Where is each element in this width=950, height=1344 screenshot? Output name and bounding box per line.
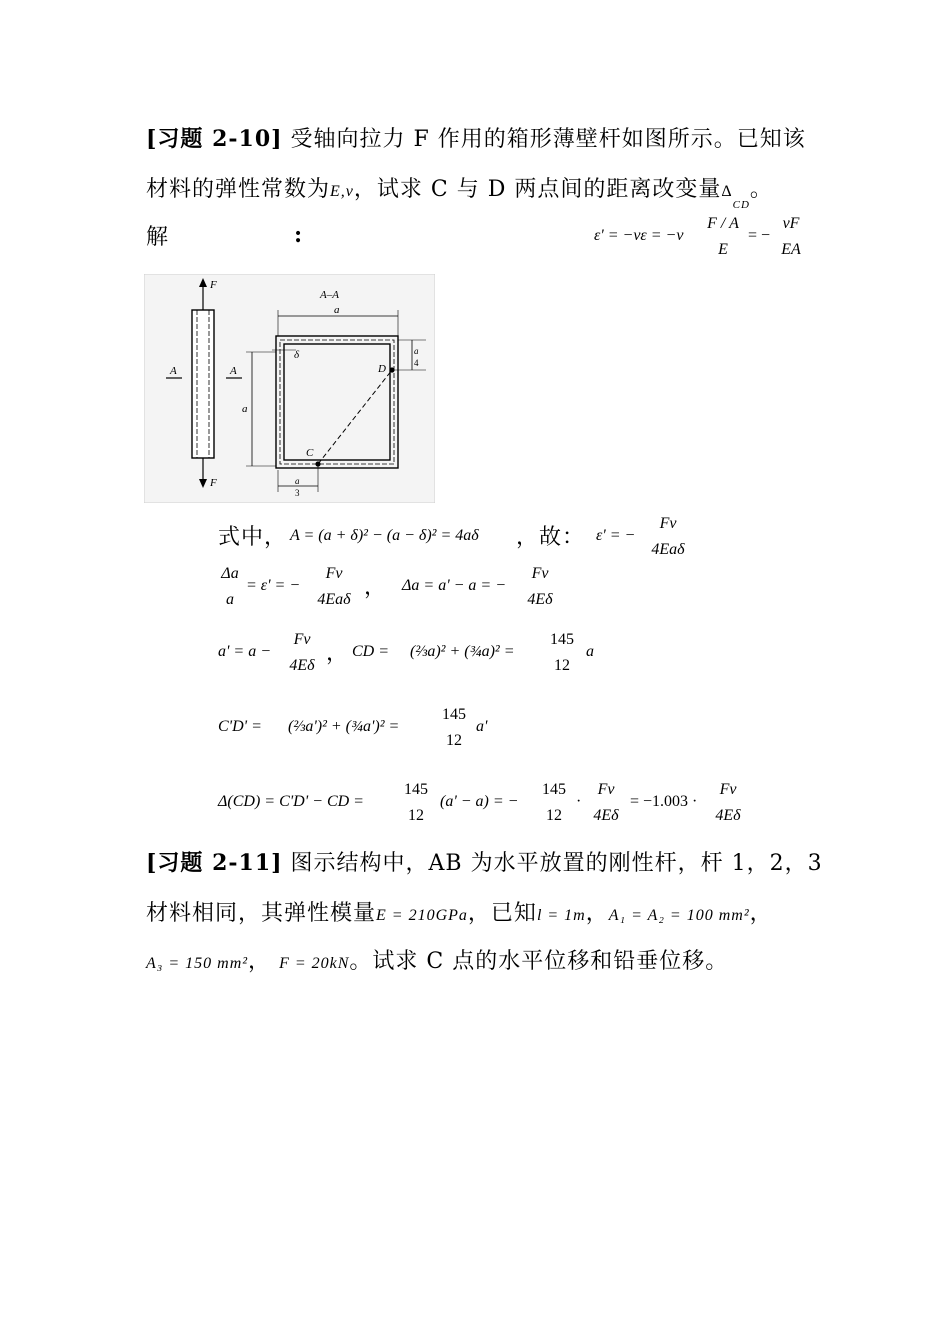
bar-elevation [192,310,214,458]
problem-2-10-tag: [习题 2-10] [146,126,283,152]
comma: ， [585,901,609,926]
force-label-bottom: F [210,477,217,489]
cd-lhs: CD = [352,643,390,660]
problem-2-10-text1: 受轴向拉力 F 作用的箱形薄壁杆如图所示。已知该 [290,127,806,152]
label-D: D [378,363,386,375]
force-value: F = 20kN [279,955,350,972]
problem-2-11-text1: 图示结构中，AB 为水平放置的刚性杆，杆 1，2，3 [290,851,823,876]
dcd-frac-1: 145 12 [404,781,428,824]
dcd-mid: (a' − a) = − [440,793,519,810]
cpdp-frac: 145 12 [442,706,466,749]
problem-2-11-text3: 。试求 C 点的水平位移和铅垂位移。 [349,949,729,974]
material-constants: E,ν [330,183,354,200]
dcd-dot: · [576,793,582,810]
label-C: C [306,447,314,459]
comma-1: ， [364,575,388,600]
cd-expr: (⅔a)² + (¾a)² = [410,643,515,660]
force-label-top: F [210,279,217,291]
problem-2-11-line1 [146,846,823,877]
cd-tail: a [586,643,594,660]
solution-label: 解 [146,225,170,250]
dcd-frac-3: Fν 4Eδ [593,781,619,824]
dcd-frac-4: Fν 4Eδ [715,781,741,824]
dcd-frac-2: 145 12 [542,781,566,824]
section-mark-right: A [230,365,237,377]
ap-lhs: a' = a − [218,643,272,660]
modulus-value: E = 210GPa [376,907,468,924]
da-frac-2: Fν 4Eaδ [317,565,351,608]
da2-lhs: Δa = a' − a = − [402,577,506,594]
point-c-icon [315,461,320,466]
therefore-label: ，故： [516,525,586,550]
problem-2-11-line2 [146,896,773,927]
delta-symbol: Δ [721,183,733,200]
problem-2-10-line1 [146,122,806,153]
strain-frac-2: νF EA [781,215,801,258]
da-frac: Δa a [221,565,239,608]
strain-eq-lhs: ε' = −νε = −ν [594,227,684,244]
comma: ， [749,901,773,926]
figure-svg [144,274,435,503]
where-label: 式中， [218,525,288,550]
eps-frac: Fν 4Eaδ [651,515,685,558]
dim-a4-num: a [414,346,419,356]
dim-delta: δ [294,349,300,361]
comma: ， [248,949,272,974]
area-a1-a2: A₁ = A₂ = 100 mm² [608,907,750,924]
solution-colon: : [294,222,304,248]
dim-a4-den: 4 [414,358,419,368]
dcd-result: = −1.003 · [630,793,698,810]
da-mid: = ε' = − [246,577,301,594]
dim-a-left: a [242,403,248,415]
problem-2-11-tag: [习题 2-11] [146,850,283,876]
strain-eq-mid: = − [748,227,771,244]
box-bar-figure [144,274,435,503]
da2-frac: Fν 4Eδ [527,565,553,608]
cpdp-lhs: C'D' = [218,718,262,735]
dim-a-top: a [334,304,340,316]
area-equation: A = (a + δ)² − (a − δ)² = 4aδ [290,527,479,544]
comma-2: ， [326,641,350,666]
eps-lhs: ε' = − [596,527,636,544]
point-d-icon [389,367,394,372]
problem-2-11-line3 [146,944,728,975]
section-title: A–A [320,289,339,301]
length-value: l = 1m [536,907,586,924]
problem-2-11-text2a: 材料相同，其弹性模量 [146,901,377,926]
ap-frac: Fν 4Eδ [289,631,315,674]
strain-frac-1: F / A E [707,215,739,258]
area-a3: A₃ = 150 mm² [146,955,249,972]
cpdp-expr: (⅔a')² + (¾a')² = [288,718,400,735]
problem-2-10-text2a: 材料的弹性常数为 [146,177,331,202]
period: 。 [749,177,773,202]
delta-subscript: CD [732,199,750,211]
cpdp-tail: a' [476,718,488,735]
problem-2-10-line2 [146,172,773,211]
cd-frac: 145 12 [550,631,574,674]
dim-a3-num: a [295,476,300,486]
dim-a3-den: 3 [295,488,300,498]
problem-2-11-text2b: ，已知 [467,901,537,926]
section-mark-left: A [170,365,177,377]
problem-2-10-text2b: ，试求 C 与 D 两点间的距离改变量 [353,177,722,202]
dcd-lhs: Δ(CD) = C'D' − CD = [218,793,364,810]
